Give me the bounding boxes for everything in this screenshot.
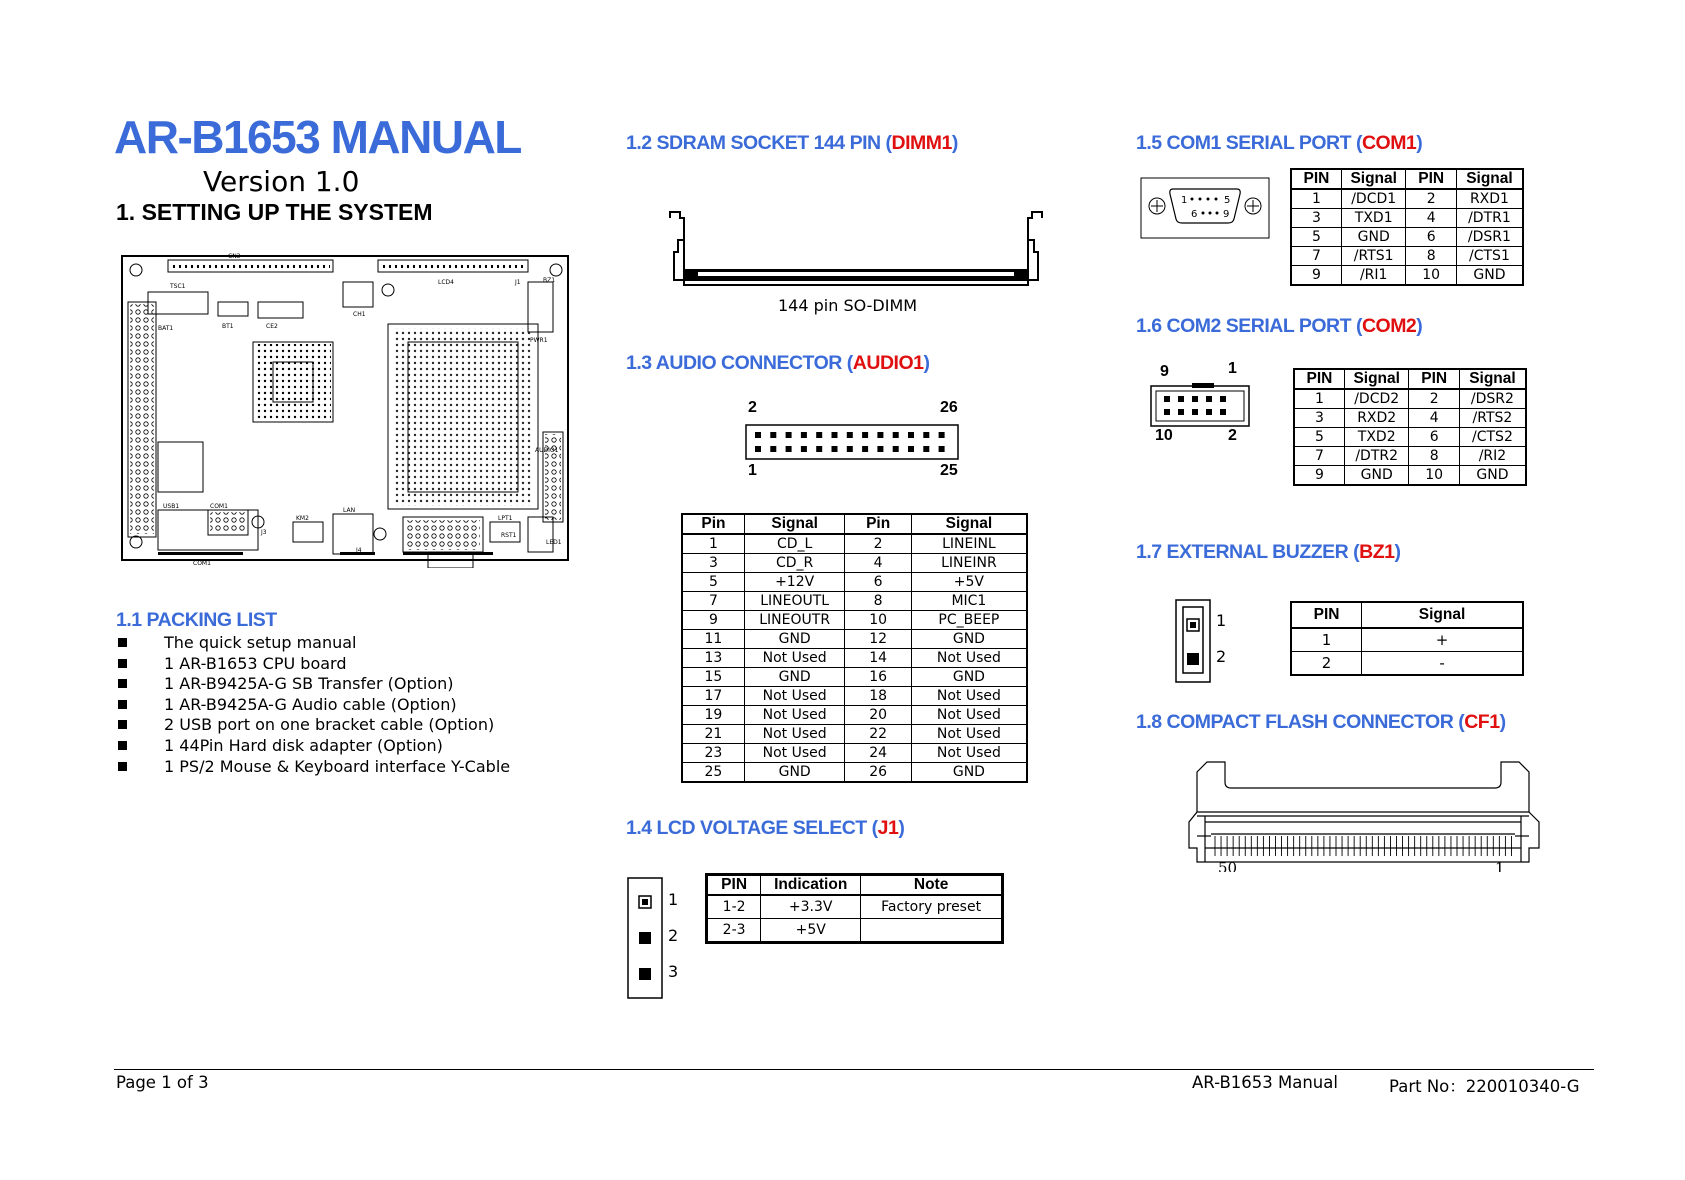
audio-header-pin — [832, 446, 838, 452]
heading-prefix: 1.3 AUDIO CONNECTOR ( — [626, 352, 853, 374]
packing-list — [116, 633, 510, 777]
table-cell: 5 — [682, 573, 744, 592]
table-cell: 1 — [1291, 189, 1341, 209]
table-cell: 26 — [845, 763, 911, 783]
heading-suffix: ) — [1499, 711, 1506, 733]
table-header: PIN — [1294, 369, 1344, 389]
table-cell: 15 — [682, 668, 744, 687]
cf-pin-label: 1 — [1495, 859, 1505, 872]
heading-ref: CF1 — [1464, 711, 1500, 733]
version-label: Version 1.0 — [203, 165, 360, 198]
audio-header-pin — [755, 432, 761, 438]
jumper-pin-label: 2 — [668, 926, 679, 945]
table-cell: 19 — [682, 706, 744, 725]
buzzer-pin-label: 2 — [1216, 647, 1227, 666]
table-cell: Not Used — [911, 725, 1027, 744]
table-header: PIN — [1291, 169, 1341, 189]
board-label: LAN — [343, 507, 356, 514]
table-cell: Factory preset — [861, 895, 1003, 919]
table-cell: +12V — [744, 573, 845, 592]
table-header: PIN — [1291, 602, 1362, 628]
table-cell: 4 — [845, 554, 911, 573]
table-header: Indication — [761, 875, 861, 896]
table-cell: LINEOUTR — [744, 611, 845, 630]
heading-ref: COM2 — [1361, 315, 1417, 337]
table-row — [682, 554, 1027, 573]
table-cell: GND — [1341, 228, 1406, 247]
com2-header-diagram — [1150, 382, 1250, 428]
table-cell: 5 — [1291, 228, 1341, 247]
lcd-voltage-heading — [626, 817, 904, 840]
com2-pin-label: 2 — [1228, 427, 1237, 444]
table-cell: /RI1 — [1341, 266, 1406, 286]
audio-header-pin — [786, 432, 792, 438]
list-item: 1 PS/2 Mouse & Keyboard interface Y-Cable — [116, 757, 510, 778]
table-row — [707, 919, 1003, 943]
table-row — [707, 895, 1003, 919]
audio-header-pin — [755, 446, 761, 452]
table-cell: Not Used — [911, 706, 1027, 725]
board-label: LED1 — [546, 539, 562, 546]
table-cell: +5V — [911, 573, 1027, 592]
table-cell — [861, 919, 1003, 943]
table-cell: 10 — [845, 611, 911, 630]
audio-header-pin — [908, 446, 914, 452]
table-row — [1291, 209, 1523, 228]
table-header: Signal — [1459, 369, 1526, 389]
table-cell: MIC1 — [911, 592, 1027, 611]
footer-divider — [114, 1069, 1594, 1070]
table-cell: 14 — [845, 649, 911, 668]
audio-header-pin — [893, 446, 899, 452]
table-cell: 4 — [1406, 209, 1456, 228]
compact-flash-diagram — [1185, 752, 1543, 872]
heading-ref: COM1 — [1361, 132, 1417, 154]
db9-pin-label: 9 — [1223, 209, 1230, 220]
table-cell: /DTR2 — [1344, 447, 1409, 466]
table-cell: LINEINR — [911, 554, 1027, 573]
table-cell: Not Used — [911, 687, 1027, 706]
table-cell: CD_R — [744, 554, 845, 573]
audio-header-pin — [816, 446, 822, 452]
list-item: 2 USB port on one bracket cable (Option) — [116, 715, 510, 736]
table-row — [1291, 652, 1523, 676]
board-label: J3 — [261, 529, 267, 536]
table-cell: TXD2 — [1344, 428, 1409, 447]
board-label: LCD4 — [438, 279, 454, 286]
table-cell: 11 — [682, 630, 744, 649]
audio-header-pin — [939, 446, 945, 452]
audio-header-pin — [923, 446, 929, 452]
heading-prefix: 1.5 COM1 SERIAL PORT ( — [1136, 132, 1362, 154]
table-row — [682, 706, 1027, 725]
audio-header-pin — [877, 432, 883, 438]
com2-pin-label: 10 — [1155, 427, 1173, 444]
table-cell: 2 — [1409, 389, 1459, 409]
audio-pin-label: 25 — [940, 462, 958, 479]
com2-pin-table — [1293, 368, 1527, 486]
table-cell: 21 — [682, 725, 744, 744]
footer-page-number: Page 1 of 3 — [116, 1073, 209, 1092]
board-label: CE2 — [266, 323, 278, 330]
table-header: Signal — [744, 514, 845, 534]
sodimm-socket-diagram — [664, 210, 1048, 288]
table-cell: /DTR1 — [1456, 209, 1523, 228]
board-label: BAT1 — [158, 325, 174, 332]
table-header: Signal — [1344, 369, 1409, 389]
table-cell: 4 — [1409, 409, 1459, 428]
footer-manual-name: AR-B1653 Manual — [1192, 1073, 1338, 1092]
table-row — [682, 573, 1027, 592]
table-cell: GND — [1344, 466, 1409, 486]
table-header: PIN — [1406, 169, 1456, 189]
table-cell: 6 — [1406, 228, 1456, 247]
table-cell: 3 — [1294, 409, 1344, 428]
table-cell: /CTS1 — [1456, 247, 1523, 266]
heading-ref: BZ1 — [1359, 541, 1395, 563]
table-header: Signal — [911, 514, 1027, 534]
table-cell: 1 — [1294, 389, 1344, 409]
table-header: Signal — [1341, 169, 1406, 189]
packing-list-heading: 1.1 PACKING LIST — [116, 609, 277, 631]
com1-pin-table — [1290, 168, 1524, 286]
table-header: Pin — [845, 514, 911, 534]
list-item: 1 AR-B1653 CPU board — [116, 654, 510, 675]
table-cell: /DSR2 — [1459, 389, 1526, 409]
buzzer-heading — [1136, 541, 1401, 564]
table-cell: 1 — [1291, 628, 1362, 652]
com1-heading — [1136, 132, 1422, 155]
heading-suffix: ) — [1416, 132, 1423, 154]
table-cell: 7 — [1291, 247, 1341, 266]
table-cell: 8 — [1409, 447, 1459, 466]
heading-suffix: ) — [923, 352, 930, 374]
jumper-pin-label: 1 — [668, 890, 679, 909]
audio-header-pin — [908, 432, 914, 438]
board-label: AUDIO1 — [535, 447, 559, 454]
table-row — [682, 592, 1027, 611]
sodimm-caption: 144 pin SO-DIMM — [778, 296, 918, 315]
table-cell: +5V — [761, 919, 861, 943]
cf-heading — [1136, 711, 1506, 734]
table-cell: Not Used — [744, 649, 845, 668]
page-title: AR-B1653 MANUAL — [114, 111, 521, 163]
db9-pin-label: 1 — [1181, 195, 1188, 206]
footer-part-number: Part No：220010340-G — [1389, 1077, 1580, 1096]
table-cell: 10 — [1409, 466, 1459, 486]
db9-pin-label: 5 — [1224, 195, 1231, 206]
jumper-pin-label: 3 — [668, 962, 679, 981]
audio-header-pin — [816, 432, 822, 438]
table-cell: 2 — [845, 534, 911, 554]
board-label: LPT1 — [498, 515, 513, 522]
table-row — [1291, 189, 1523, 209]
table-cell: /RTS2 — [1459, 409, 1526, 428]
board-label: CN3 — [228, 253, 241, 260]
com2-heading — [1136, 315, 1422, 338]
table-cell: GND — [911, 668, 1027, 687]
table-cell: 12 — [845, 630, 911, 649]
board-label: J1 — [515, 279, 521, 286]
table-cell: /DCD2 — [1344, 389, 1409, 409]
table-cell: - — [1362, 652, 1523, 676]
board-label: KM2 — [296, 515, 309, 522]
table-cell: 3 — [682, 554, 744, 573]
table-cell: + — [1362, 628, 1523, 652]
table-header: Signal — [1456, 169, 1523, 189]
table-cell: GND — [911, 763, 1027, 783]
audio-header-pin — [847, 432, 853, 438]
table-cell: GND — [1459, 466, 1526, 486]
table-cell: 6 — [845, 573, 911, 592]
list-item: 1 AR-B9425A-G Audio cable (Option) — [116, 695, 510, 716]
heading-suffix: ) — [1416, 315, 1423, 337]
audio-header-pin — [786, 446, 792, 452]
table-header: Signal — [1362, 602, 1523, 628]
audio-pin-label: 1 — [748, 462, 757, 479]
table-cell: GND — [744, 630, 845, 649]
lcd-jumper-diagram — [627, 877, 663, 999]
table-cell: 8 — [1406, 247, 1456, 266]
table-cell: 9 — [682, 611, 744, 630]
audio-pin-label: 2 — [748, 399, 757, 416]
audio-header-diagram — [745, 424, 959, 460]
board-label: CH1 — [353, 311, 366, 318]
table-cell: Not Used — [911, 649, 1027, 668]
table-row — [682, 611, 1027, 630]
table-cell: LINEOUTL — [744, 592, 845, 611]
table-row — [1291, 628, 1523, 652]
heading-prefix: 1.4 LCD VOLTAGE SELECT ( — [626, 817, 878, 839]
board-label: J4 — [356, 547, 362, 554]
table-cell: Not Used — [911, 744, 1027, 763]
table-cell: PC_BEEP — [911, 611, 1027, 630]
table-cell: 17 — [682, 687, 744, 706]
table-cell: Not Used — [744, 725, 845, 744]
table-cell: GND — [1456, 266, 1523, 286]
table-cell: RXD1 — [1456, 189, 1523, 209]
table-row — [682, 630, 1027, 649]
table-cell: 5 — [1294, 428, 1344, 447]
table-cell: 10 — [1406, 266, 1456, 286]
board-label: COM1 — [210, 503, 228, 510]
heading-prefix: 1.7 EXTERNAL BUZZER ( — [1136, 541, 1360, 563]
table-row — [682, 668, 1027, 687]
table-row — [682, 725, 1027, 744]
audio-header-pin — [877, 446, 883, 452]
heading-suffix: ) — [898, 817, 905, 839]
heading-prefix: 1.2 SDRAM SOCKET 144 PIN ( — [626, 132, 892, 154]
table-row — [682, 744, 1027, 763]
buzzer-pin-table — [1290, 601, 1524, 676]
audio-header-pin — [862, 446, 868, 452]
table-cell: 20 — [845, 706, 911, 725]
audio-pin-table — [681, 513, 1028, 783]
section-heading-setup: 1. SETTING UP THE SYSTEM — [116, 199, 433, 225]
table-cell: CD_L — [744, 534, 845, 554]
table-cell: Not Used — [744, 706, 845, 725]
board-label: RST1 — [501, 532, 517, 539]
com2-pin-label: 9 — [1160, 363, 1169, 380]
table-cell: 1-2 — [707, 895, 761, 919]
audio-header-pin — [770, 446, 776, 452]
audio-header-pin — [832, 432, 838, 438]
audio-header-pin — [939, 432, 945, 438]
audio-header-pin — [801, 446, 807, 452]
table-cell: RXD2 — [1344, 409, 1409, 428]
table-header: Pin — [682, 514, 744, 534]
board-layout-diagram — [118, 252, 574, 568]
board-label: PWR1 — [530, 337, 548, 344]
table-cell: 25 — [682, 763, 744, 783]
audio-header-pin — [801, 432, 807, 438]
table-cell: LINEINL — [911, 534, 1027, 554]
table-header: Note — [861, 875, 1003, 896]
table-header: PIN — [707, 875, 761, 896]
table-cell: GND — [744, 763, 845, 783]
table-cell: /CTS2 — [1459, 428, 1526, 447]
table-cell: /RTS1 — [1341, 247, 1406, 266]
table-cell: 7 — [682, 592, 744, 611]
heading-ref: DIMM1 — [891, 132, 952, 154]
table-row — [682, 687, 1027, 706]
audio-header-pin — [893, 432, 899, 438]
table-cell: 16 — [845, 668, 911, 687]
table-cell: 13 — [682, 649, 744, 668]
table-cell: 2-3 — [707, 919, 761, 943]
audio-pin-label: 26 — [940, 399, 958, 416]
table-cell: GND — [911, 630, 1027, 649]
table-row — [1294, 466, 1526, 486]
table-cell: 18 — [845, 687, 911, 706]
table-header: PIN — [1409, 369, 1459, 389]
audio-heading — [626, 352, 929, 375]
audio-header-pin — [923, 432, 929, 438]
list-item: 1 44Pin Hard disk adapter (Option) — [116, 736, 510, 757]
audio-header-pin — [847, 446, 853, 452]
table-cell: 7 — [1294, 447, 1344, 466]
board-label: BZ1 — [543, 277, 556, 284]
table-row — [1291, 228, 1523, 247]
table-cell: +3.3V — [761, 895, 861, 919]
heading-prefix: 1.8 COMPACT FLASH CONNECTOR ( — [1136, 711, 1465, 733]
heading-suffix: ) — [1394, 541, 1401, 563]
table-cell: 3 — [1291, 209, 1341, 228]
table-cell: 8 — [845, 592, 911, 611]
table-row — [682, 534, 1027, 554]
board-label: TSC1 — [170, 283, 186, 290]
table-row — [1294, 389, 1526, 409]
cf-pin-label: 50 — [1218, 859, 1238, 872]
table-cell: 24 — [845, 744, 911, 763]
audio-header-pin — [770, 432, 776, 438]
board-label: BT1 — [222, 323, 234, 330]
table-cell: GND — [744, 668, 845, 687]
db9-pin-label: 6 — [1191, 209, 1198, 220]
heading-ref: AUDIO1 — [852, 352, 924, 374]
table-cell: 6 — [1409, 428, 1459, 447]
table-cell: 1 — [682, 534, 744, 554]
table-cell: /DCD1 — [1341, 189, 1406, 209]
table-row — [682, 763, 1027, 783]
board-label: COM1 — [193, 560, 211, 567]
table-row — [682, 649, 1027, 668]
table-cell: Not Used — [744, 744, 845, 763]
table-row — [1291, 266, 1523, 286]
list-item: The quick setup manual — [116, 633, 510, 654]
heading-prefix: 1.6 COM2 SERIAL PORT ( — [1136, 315, 1362, 337]
table-cell: 9 — [1294, 466, 1344, 486]
table-row — [1291, 247, 1523, 266]
db9-connector-diagram — [1140, 177, 1270, 239]
table-row — [1294, 447, 1526, 466]
table-cell: 22 — [845, 725, 911, 744]
table-cell: 2 — [1406, 189, 1456, 209]
table-cell: /DSR1 — [1456, 228, 1523, 247]
table-cell: 2 — [1291, 652, 1362, 676]
lcd-voltage-table — [705, 873, 1004, 944]
table-cell: 9 — [1291, 266, 1341, 286]
heading-suffix: ) — [951, 132, 958, 154]
table-cell: TXD1 — [1341, 209, 1406, 228]
com2-pin-label: 1 — [1228, 360, 1237, 377]
table-row — [1294, 409, 1526, 428]
table-cell: Not Used — [744, 687, 845, 706]
board-label: USB1 — [163, 503, 180, 510]
audio-header-pin — [862, 432, 868, 438]
buzzer-jumper-diagram — [1175, 599, 1211, 683]
table-cell: /RI2 — [1459, 447, 1526, 466]
list-item: 1 AR-B9425A-G SB Transfer (Option) — [116, 674, 510, 695]
sdram-heading — [626, 132, 958, 155]
table-row — [1294, 428, 1526, 447]
buzzer-pin-label: 1 — [1216, 611, 1227, 630]
heading-ref: J1 — [877, 817, 899, 839]
table-cell: 23 — [682, 744, 744, 763]
